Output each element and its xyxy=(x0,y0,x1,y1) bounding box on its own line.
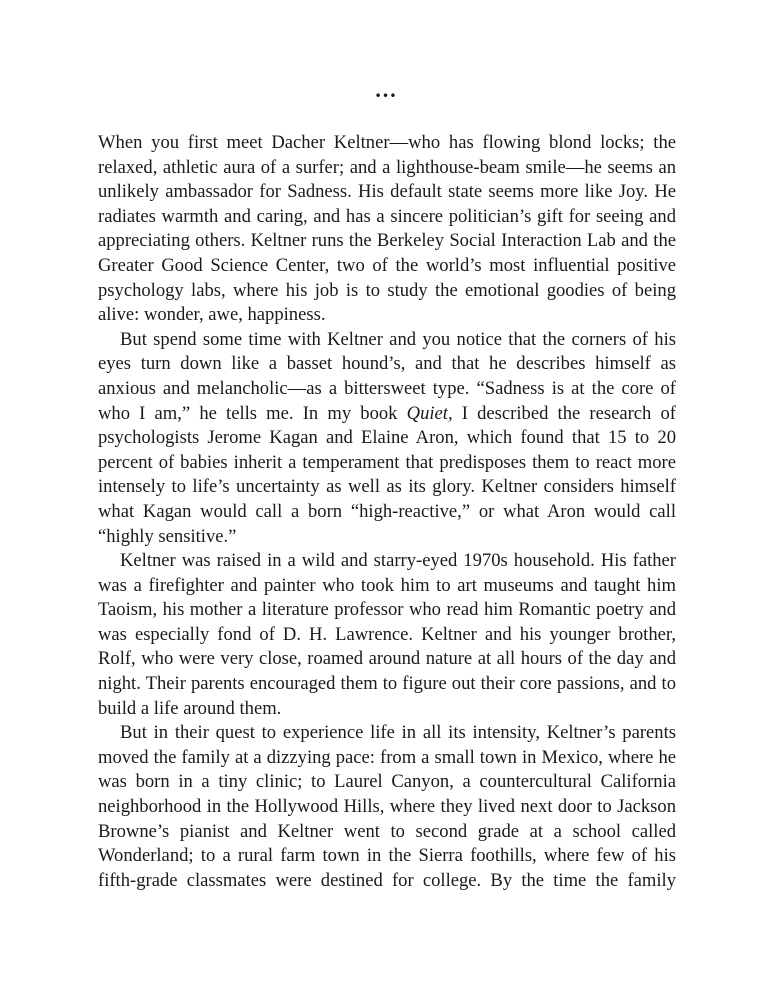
book-title-quiet: Quiet, xyxy=(406,402,453,424)
body-text xyxy=(98,131,676,893)
paragraph-2 xyxy=(98,328,676,549)
paragraph-1: When you first meet Dacher Keltner—who has flowing blond locks; the relaxed, athletic aura of a surfer; and a lighthouse-beam smile—he seems an unlikely ambassador for Sadness. His default state seems more like Joy. He radiates warmth and caring, and has a sincere politician’s gift for seeing and appreciating others. Keltner runs the Berkeley Social Interaction Lab and the Greater Good Science Center, two of the world’s most influential positive psychology labs, where his job is to study the emotional goodies of being alive: wonder, awe, happiness. xyxy=(98,132,676,326)
paragraph-4: But in their quest to experience life in all its intensity, Keltner’s parents moved the family at a dizzying pace: from a small town in Mexico, where he was born in a tiny clinic; to Laurel Canyon, a countercultural California neighborhood in the Hollywood Hills, where they lived next door to Jackson Browne’s pianist and Keltner went to second grade at a school called Wonderland; to a rural farm town in the Sierra foothills, where few of his fifth-grade classmates were destined for college. By the time the family xyxy=(98,722,676,891)
section-break-ellipsis: … xyxy=(374,77,398,102)
paragraph-2-text-b: I described the research of psychologists Jerome Kagan and Elaine Aron, which found that 15 to 20 percent of babies inherit a temperament that predisposes them to react more intensely to life’s uncertainty as well as its glory. Keltner considers himself what Kagan would call a born “high-reactive,” or what Aron would call “highly sensitive.” xyxy=(98,402,676,547)
paragraph-2-text-a: But spend some time with Keltner and you notice that the corners of his eyes turn down like a basset hound’s, and that he describes himself as anxious and melancholic—as a bittersweet type. “Sadness is at the core of who I am,” he tells me. In my book xyxy=(98,328,676,424)
paragraph-3: Keltner was raised in a wild and starry-eyed 1970s household. His father was a firefighter and painter who took him to art museums and taught him Taoism, his mother a literature professor who read him Romantic poetry and was especially fond of D. H. Lawrence. Keltner and his younger brother, Rolf, who were very close, roamed around nature at all hours of the day and night. Their parents encouraged them to figure out their core passions, and to build a life around them. xyxy=(98,550,676,719)
